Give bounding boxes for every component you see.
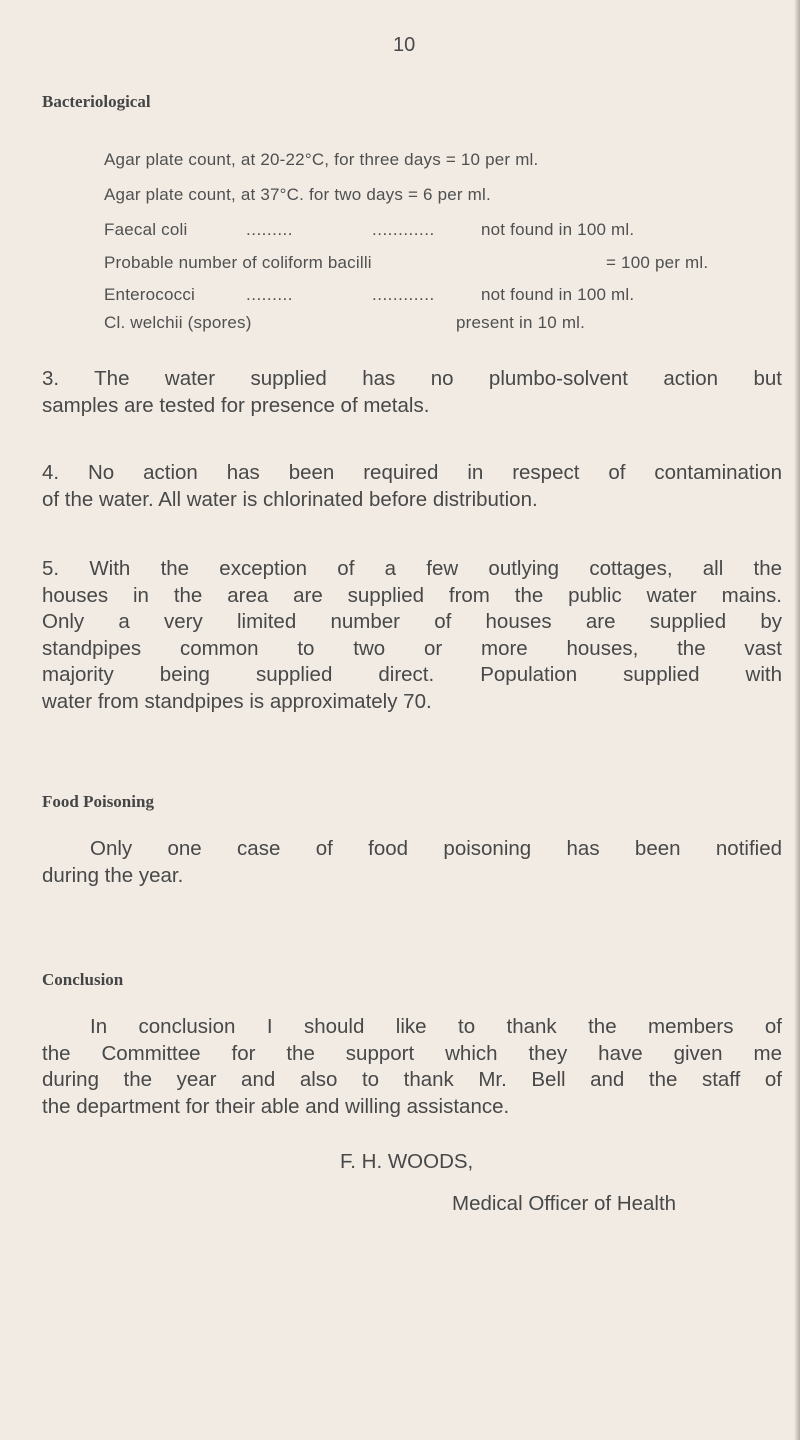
conclusion-line: the department for their able and willing assistance. bbox=[42, 1094, 510, 1118]
paragraph-5-line: houses in the area are supplied from the public water mains. bbox=[42, 583, 782, 607]
signature-name: F. H. WOODS, bbox=[340, 1150, 474, 1173]
bact-row-coliform-value: = 100 per ml. bbox=[606, 253, 709, 272]
paragraph-5-line: standpipes common to two or more houses, the vast bbox=[42, 636, 782, 660]
conclusion-line: In conclusion I should like to thank the members of bbox=[90, 1015, 782, 1038]
paragraph-3-line: 3. The water supplied has no plumbo-solvent action but bbox=[42, 367, 782, 390]
paragraph-conclusion bbox=[42, 1014, 782, 1120]
bact-row-agar-37: Agar plate count, at 37°C. for two days = 6 per ml. bbox=[104, 185, 491, 204]
page-number: 10 bbox=[393, 34, 416, 56]
heading-food-poisoning: Food Poisoning bbox=[42, 792, 154, 811]
food-poisoning-line: during the year. bbox=[42, 863, 184, 887]
heading-conclusion: Conclusion bbox=[42, 970, 124, 989]
bact-row-agar-20: Agar plate count, at 20-22°C, for three days = 10 per ml. bbox=[104, 150, 539, 169]
bact-row-enterococci-label: Enterococci bbox=[104, 285, 196, 304]
paragraph-5 bbox=[42, 556, 782, 715]
paragraph-4-line: of the water. All water is chlorinated before distribution. bbox=[42, 487, 538, 511]
bact-row-faecal-dots-2: ............ bbox=[372, 220, 435, 239]
bact-row-coliform-label: Probable number of coliform bacilli bbox=[104, 253, 372, 272]
paragraph-4-line: 4. No action has been required in respect of contamination bbox=[42, 461, 782, 484]
paragraph-3-line: samples are tested for presence of metals. bbox=[42, 393, 430, 417]
bact-row-faecal-label: Faecal coli bbox=[104, 220, 188, 239]
bact-row-enterococci-value: not found in 100 ml. bbox=[481, 285, 635, 304]
paragraph-5-line: Only a very limited number of houses are supplied by bbox=[42, 610, 782, 633]
paragraph-3 bbox=[42, 366, 782, 419]
paragraph-5-line: majority being supplied direct. Population supplied with bbox=[42, 663, 782, 686]
conclusion-line: during the year and also to thank Mr. Bell and the staff of bbox=[42, 1068, 782, 1091]
page-edge-shadow bbox=[794, 0, 800, 1440]
paragraph-4 bbox=[42, 460, 782, 513]
bact-row-enterococci-dots-2: ............ bbox=[372, 285, 435, 304]
bact-row-welchii-label: Cl. welchii (spores) bbox=[104, 313, 252, 332]
paragraph-food-poisoning bbox=[42, 836, 782, 889]
bact-row-welchii-value: present in 10 ml. bbox=[456, 313, 586, 332]
food-poisoning-line: Only one case of food poisoning has been notified bbox=[90, 837, 782, 860]
bact-row-faecal-dots-1: ......... bbox=[246, 220, 294, 239]
heading-bacteriological: Bacteriological bbox=[42, 92, 151, 111]
paragraph-5-line: water from standpipes is approximately 70. bbox=[42, 689, 432, 713]
bact-row-enterococci-dots-1: ......... bbox=[246, 285, 294, 304]
bact-row-faecal-value: not found in 100 ml. bbox=[481, 220, 635, 239]
conclusion-line: the Committee for the support which they have given me bbox=[42, 1041, 782, 1065]
paragraph-5-line: 5. With the exception of a few outlying cottages, all the bbox=[42, 557, 782, 580]
signature-title: Medical Officer of Health bbox=[452, 1192, 677, 1215]
